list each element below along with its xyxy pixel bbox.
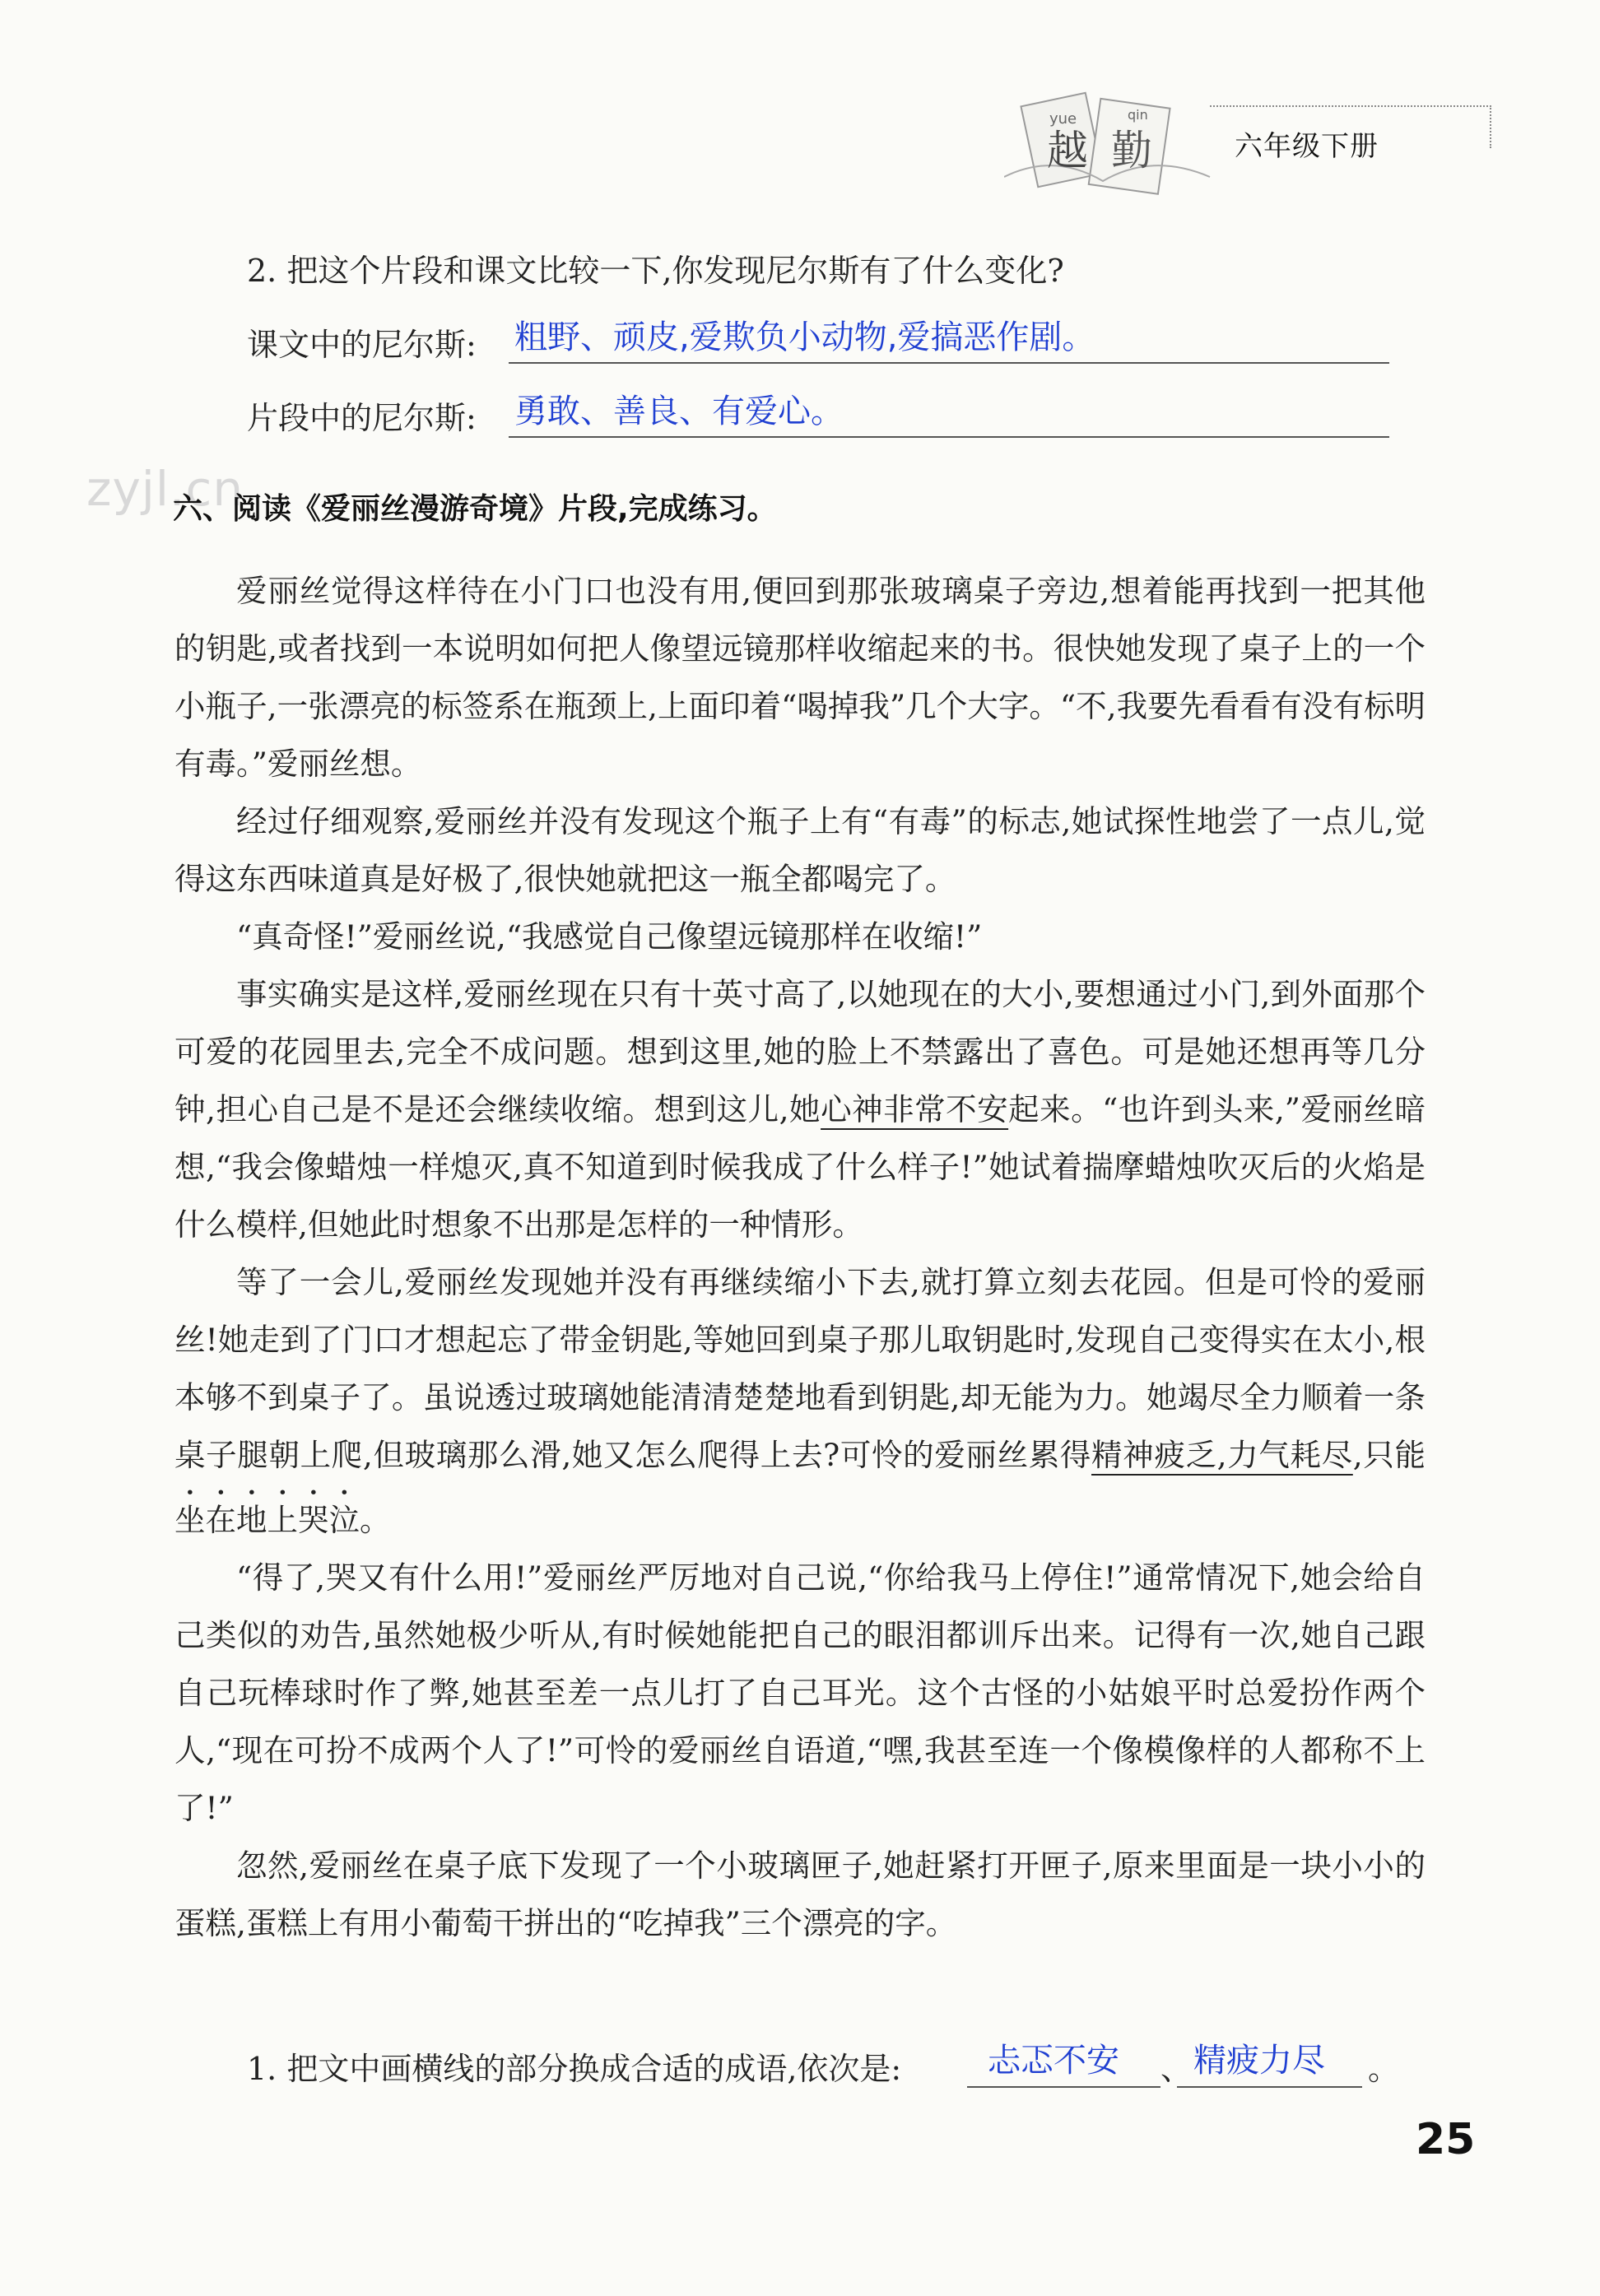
book-logo-icon — [1004, 86, 1218, 202]
paragraph-3: “真奇怪!”爱丽丝说,“我感觉自己像望远镜那样在收缩!” — [236, 918, 983, 955]
answer-line-idiom-2[interactable] — [1177, 2086, 1362, 2088]
svg-text:越: 越 — [1047, 127, 1088, 174]
answer-fragment-nils: 勇敢、善良、有爱心。 — [514, 393, 844, 430]
paragraph-2: 经过仔细观察,爱丽丝并没有发现这个瓶子上有“有毒”的标志,她试探性地尝了一点儿,觉得这东西味道真是好极了,很快她就把这一瓶全都喝完了。 — [174, 803, 1426, 897]
svg-text:yue: yue — [1049, 110, 1077, 128]
question-2: 2. 把这个片段和课文比较一下,你发现尼尔斯有了什么变化? — [247, 253, 1064, 289]
paragraph-6: “得了,哭又有什么用!”爱丽丝严厉地对自己说,“你给我马上停住!”通常情况下,她会给自己类似的劝告,虽然她极少听从,有时候她能把自己的眼泪都训斥出来。记得有一次,她自己跟自己玩棒球时作了弊,她甚至差一点儿打了自己耳光。这个古怪的小姑娘平时总爱扮作两个人,“现在可扮不成两个人了!”可怜的爱丽丝自语道,“嘿,我甚至连一个像模像样的人都称不上了!” — [174, 1559, 1426, 1826]
answer-idiom-2: 精疲力尽 — [1193, 2042, 1325, 2080]
question-1: 1. 把文中画横线的部分换成合适的成语,依次是: — [247, 2051, 902, 2087]
underlined-phrase-1: 心神非常不安 — [821, 1091, 1009, 1127]
answer-line-idiom-1[interactable] — [967, 2086, 1160, 2088]
paragraph-5: 等了一会儿,爱丽丝发现她并没有再继续缩小下去,就打算立刻去花园。但是可怜的爱丽丝!她走到了门口才想起忘了带金钥匙,等她回到桌子那儿取钥匙时,发现自己变得实在太小,根本够不到桌子了。虽说透过玻璃她能清清楚楚地看到钥匙,却无能为力。她竭尽全力顺着一条桌子腿朝上爬,但玻璃那么滑,她又怎么爬得上去?可怜的爱丽丝累得精神疲乏,力气耗尽,只能坐在地上哭泣。 — [174, 1264, 1426, 1538]
label-fragment-nils: 片段中的尼尔斯: — [247, 400, 477, 436]
answer-line-fragment-nils[interactable] — [509, 436, 1389, 438]
grade-label: 六年级下册 — [1235, 130, 1379, 163]
separator: 、 — [1160, 2051, 1193, 2087]
dotted-phrase: 坐在地上哭泣 — [174, 1502, 360, 1538]
answer-text-nils: 粗野、顽皮,爱欺负小动物,爱搞恶作剧。 — [514, 318, 1095, 356]
reading-passage — [174, 562, 1426, 1952]
label-text-nils: 课文中的尼尔斯: — [247, 327, 477, 363]
page-number: 25 — [1416, 2115, 1476, 2164]
svg-text:qin: qin — [1128, 107, 1148, 123]
underlined-phrase-2: 精神疲乏,力气耗尽 — [1091, 1437, 1353, 1473]
paragraph-1: 爱丽丝觉得这样待在小门口也没有用,便回到那张玻璃桌子旁边,想着能再找到一把其他的钥匙,或者找到一本说明如何把人像望远镜那样收缩起来的书。很快她发现了桌子上的一个小瓶子,一张漂亮的标签系在瓶颈上,上面印着“喝掉我”几个大字。“不,我要先看看有没有标明有毒。”爱丽丝想。 — [174, 573, 1426, 782]
paragraph-4: 事实确实是这样,爱丽丝现在只有十英寸高了,以她现在的大小,要想通过小门,到外面那个可爱的花园里去,完全不成问题。想到这里,她的脸上不禁露出了喜色。可是她还想再等几分钟,担心自己是不是还会继续收缩。想到这儿,她心神非常不安起来。“也许到头来,”爱丽丝暗想,“我会像蜡烛一样熄灭,真不知道到时候我成了什么样子!”她试着揣摩蜡烛吹灭后的火焰是什么模样,但她此时想象不出那是怎样的一种情形。 — [174, 976, 1426, 1243]
answer-idiom-1: 忐忑不安 — [988, 2042, 1119, 2080]
sentence-end: 。 — [1368, 2051, 1400, 2087]
section-title: 六、阅读《爱丽丝漫游奇境》片段,完成练习。 — [173, 492, 777, 526]
paragraph-7: 忽然,爱丽丝在桌子底下发现了一个小玻璃匣子,她赶紧打开匣子,原来里面是一块小小的蛋糕,蛋糕上有用小葡萄干拼出的“吃掉我”三个漂亮的字。 — [174, 1847, 1426, 1941]
svg-text:勤: 勤 — [1111, 127, 1152, 174]
watermark: zyjl.cn — [86, 461, 244, 517]
answer-line-text-nils[interactable] — [509, 362, 1389, 364]
